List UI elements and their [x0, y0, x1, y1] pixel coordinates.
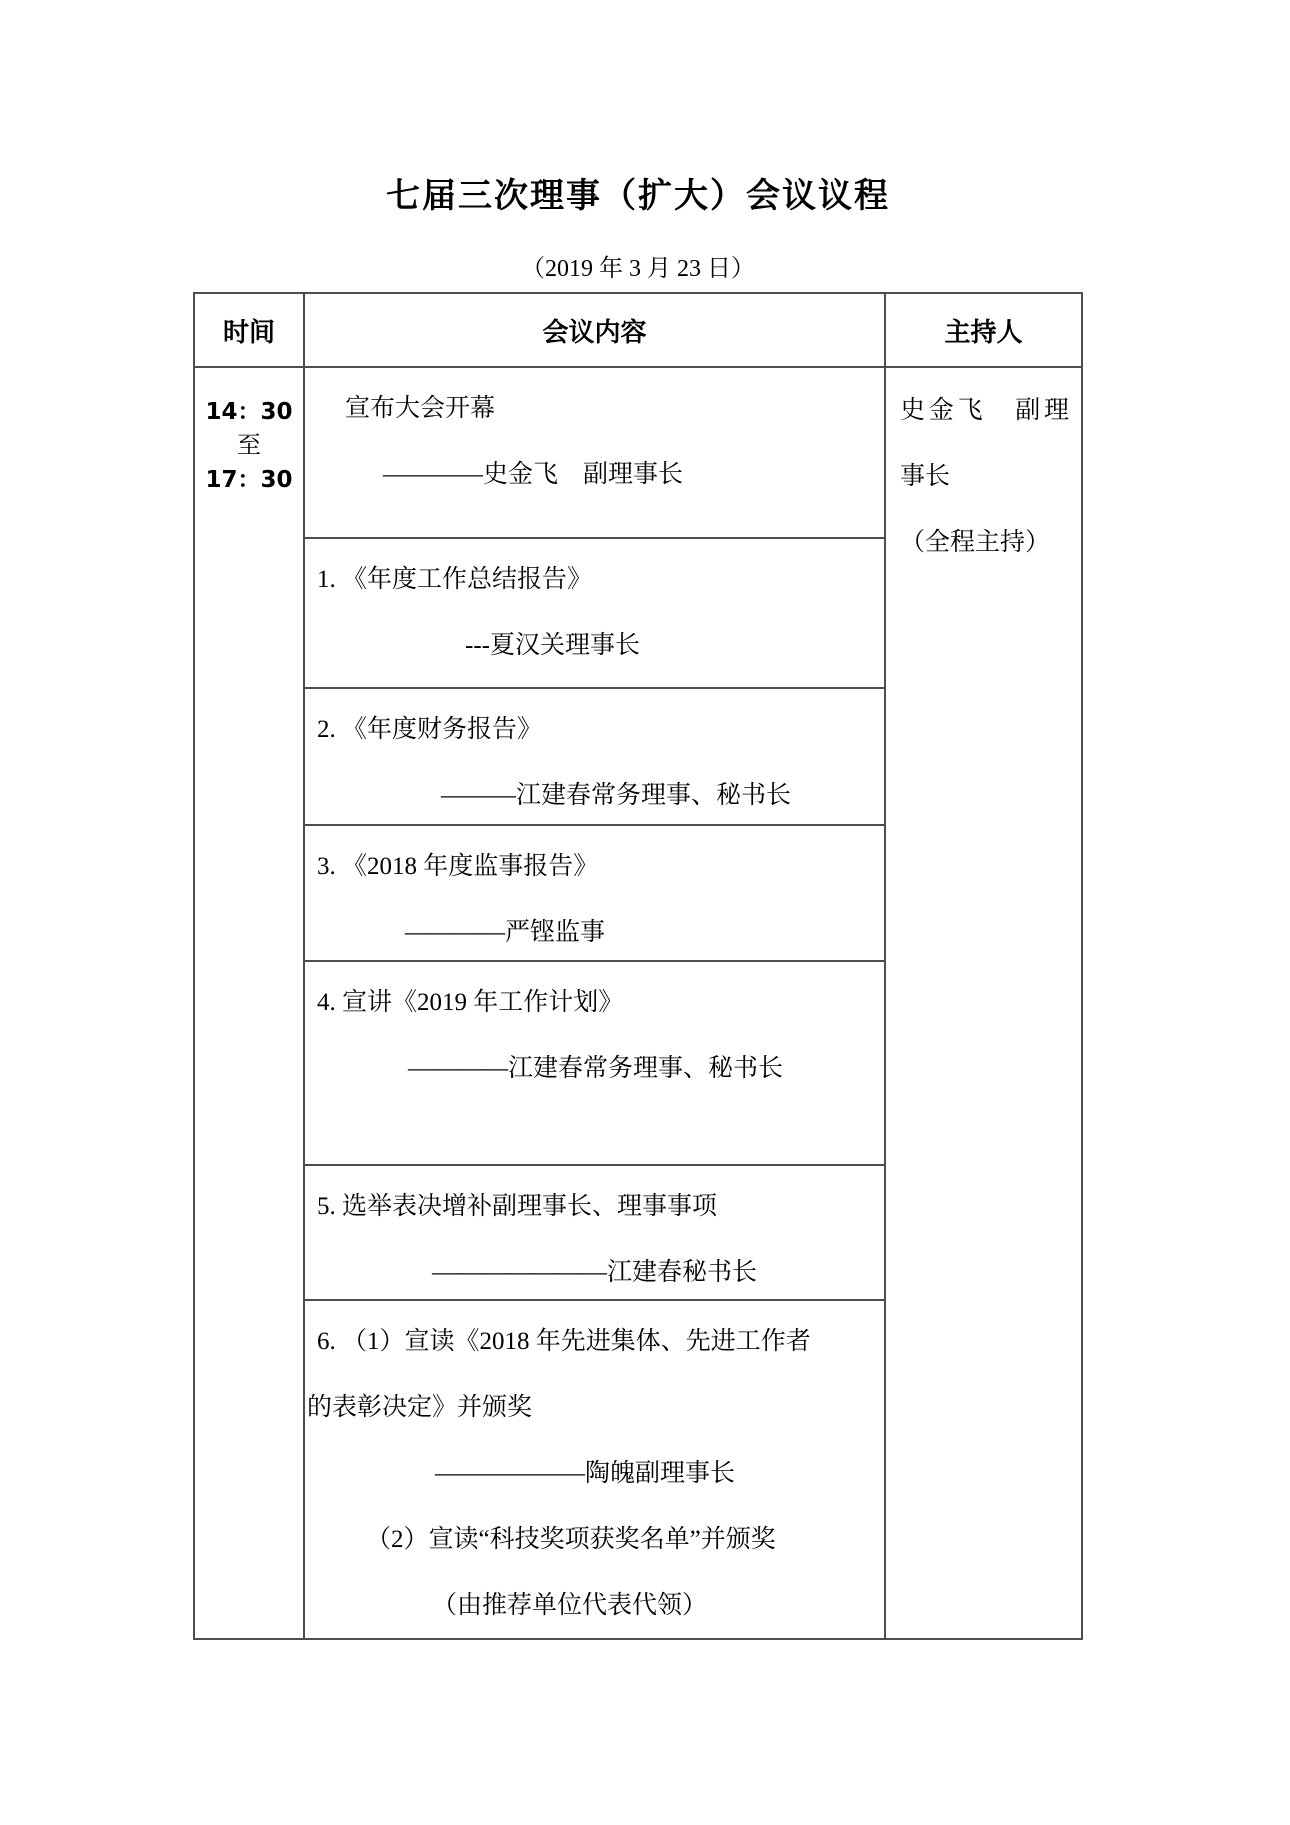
- agenda-row-2: [305, 689, 884, 826]
- time-connector: 至: [237, 433, 261, 459]
- agenda-speaker-line: ---夏汉关理事长: [465, 632, 640, 659]
- agenda-line: 5. 选举表决增补副理事长、理事事项: [317, 1193, 718, 1220]
- content-column: [305, 294, 886, 1638]
- agenda-line: 6. （1）宣读《2018 年先进集体、先进工作者: [317, 1328, 811, 1355]
- agenda-row-4: [305, 962, 884, 1166]
- agenda-row-opening: [305, 368, 884, 539]
- agenda-line: （2）宣读“科技奖项获奖名单”并颁奖: [366, 1526, 776, 1553]
- time-end: 17：30: [205, 467, 293, 493]
- agenda-line: 4. 宣讲《2019 年工作计划》: [317, 989, 624, 1016]
- agenda-row-1: [305, 539, 884, 689]
- page-title: 七届三次理事（扩大）会议议程: [386, 178, 890, 215]
- host-note: （全程主持）: [900, 529, 1051, 556]
- agenda-speaker-line: ————史金飞 副理事长: [383, 461, 684, 488]
- agenda-speaker-line: ————严铿监事: [405, 919, 606, 946]
- host-header-cell: 主持人: [886, 294, 1081, 368]
- agenda-line: 3. 《2018 年度监事报告》: [317, 853, 599, 880]
- host-name: 史金飞 副理事长: [900, 397, 1069, 490]
- time-header-cell: 时间: [195, 294, 303, 368]
- agenda-row-3: [305, 826, 884, 962]
- agenda-line: 2. 《年度财务报告》: [317, 716, 543, 743]
- time-cell: [195, 368, 303, 498]
- host-cell: [886, 368, 1081, 576]
- time-column: [195, 294, 305, 1638]
- agenda-line: （由推荐单位代表代领）: [432, 1592, 708, 1619]
- agenda-speaker-line: ———————江建春秘书长: [432, 1259, 758, 1286]
- agenda-speaker-line: ——————陶魄副理事长: [435, 1460, 736, 1487]
- content-header-cell: 会议内容: [305, 294, 884, 368]
- time-start: 14：30: [205, 399, 293, 425]
- agenda-line: 的表彰决定》并颁奖: [307, 1394, 533, 1421]
- page-date: （2019 年 3 月 23 日）: [521, 256, 755, 282]
- agenda-speaker-line: ———江建春常务理事、秘书长: [441, 782, 792, 809]
- agenda-line: 1. 《年度工作总结报告》: [317, 566, 593, 593]
- host-column: [886, 294, 1081, 1638]
- agenda-row-6: [305, 1301, 884, 1638]
- agenda-line: 宣布大会开幕: [345, 395, 496, 422]
- agenda-speaker-line: ————江建春常务理事、秘书长: [408, 1055, 784, 1082]
- agenda-table: [193, 292, 1083, 1640]
- agenda-row-5: [305, 1166, 884, 1301]
